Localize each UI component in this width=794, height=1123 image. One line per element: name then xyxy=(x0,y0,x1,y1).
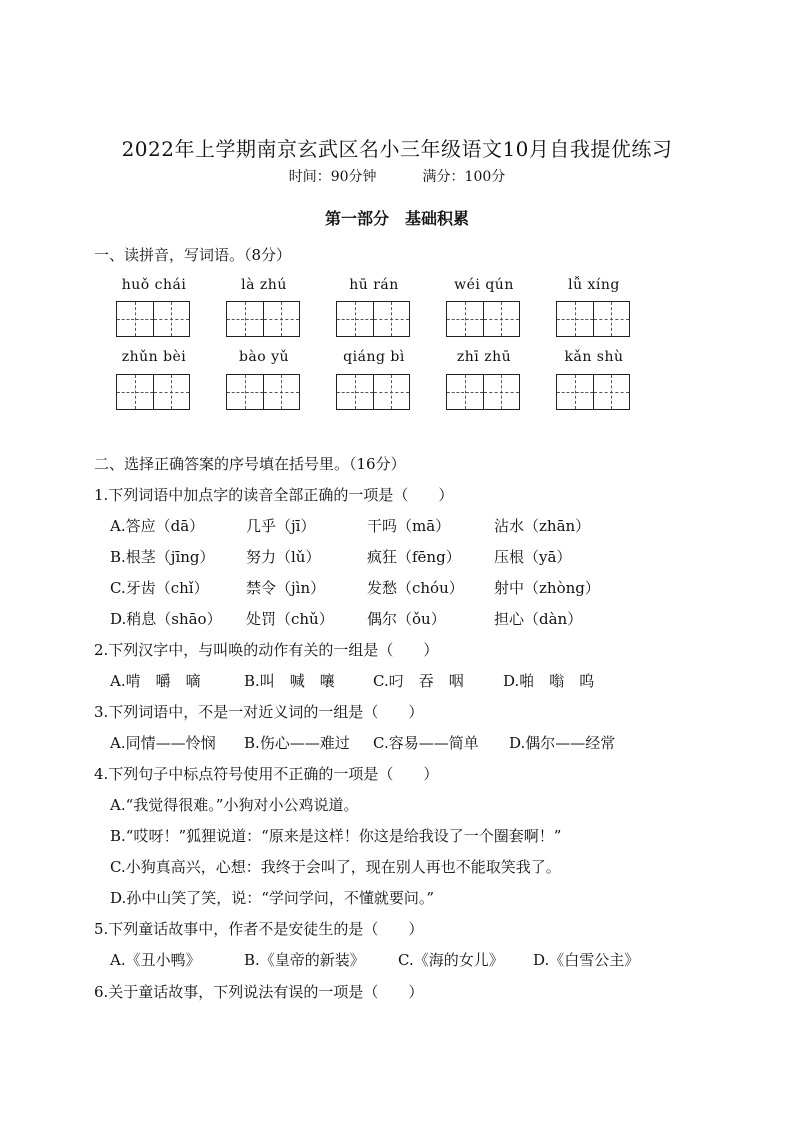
question-stem: 3.下列词语中，不是一对近义词的一组是（ ） xyxy=(94,703,424,721)
question-stem: 4.下列句子中标点符号使用不正确的一项是（ ） xyxy=(94,765,439,783)
option: 担心（dàn） xyxy=(494,610,583,628)
question-stem: 2.下列汉字中，与叫唤的动作有关的一组是（ ） xyxy=(94,641,439,659)
writing-grid[interactable] xyxy=(116,301,190,337)
question-stem: 1.下列词语中加点字的读音全部正确的一项是（ ） xyxy=(94,486,454,504)
question-stem: 6.关于童话故事，下列说法有误的一项是（ ） xyxy=(94,983,424,1001)
exam-time: 时间：90分钟 xyxy=(288,169,377,185)
option: 疯狂（fēng） xyxy=(367,548,461,566)
option: D.啪 嗡 呜 xyxy=(503,672,595,690)
option: C.小狗真高兴，心想：我终于会叫了，现在别人再也不能取笑我了。 xyxy=(110,858,561,876)
pinyin-label: huǒ chái xyxy=(121,277,187,293)
pinyin-label: wéi qún xyxy=(454,277,514,293)
option: 几乎（jī） xyxy=(246,517,316,535)
option: B.《皇帝的新装》 xyxy=(244,951,365,969)
option: 禁令（jìn） xyxy=(246,579,326,597)
option: A.《丑小鸭》 xyxy=(110,951,201,969)
section1-heading: 一、读拼音，写词语。（8分） xyxy=(94,246,292,264)
pinyin-label: qiáng bì xyxy=(343,349,405,365)
pinyin-label: kǎn shù xyxy=(564,349,624,365)
writing-grid[interactable] xyxy=(446,374,520,410)
option: B.“哎呀！”狐狸说道：“原来是这样！你这是给我设了一个圈套啊！” xyxy=(110,827,562,845)
pinyin-label: lǚ xíng xyxy=(568,277,620,293)
option: 干吗（mā） xyxy=(367,517,451,535)
pinyin-label: là zhú xyxy=(241,277,287,293)
option: B.叫 喊 嚷 xyxy=(244,672,335,690)
writing-grid[interactable] xyxy=(336,374,410,410)
option: 处罚（chǔ） xyxy=(246,610,334,628)
option: A.“我觉得很难。”小狗对小公鸡说道。 xyxy=(110,796,359,814)
writing-grid[interactable] xyxy=(556,374,630,410)
pinyin-label: zhǔn bèi xyxy=(121,349,187,365)
option: C.容易——简单 xyxy=(373,734,479,752)
section2-heading: 二、选择正确答案的序号填在括号里。（16分） xyxy=(94,455,406,473)
question-stem: 5.下列童话故事中，作者不是安徒生的是（ ） xyxy=(94,920,424,938)
option: 射中（zhòng） xyxy=(494,579,600,597)
writing-grid[interactable] xyxy=(556,301,630,337)
pinyin-label: bào yǔ xyxy=(238,349,290,365)
option: D.《白雪公主》 xyxy=(533,951,640,969)
option: C.叼 吞 咽 xyxy=(373,672,464,690)
option: A.同情——怜悯 xyxy=(110,734,216,752)
option: D.稍息（shāo） xyxy=(110,610,222,628)
option: 发愁（chóu） xyxy=(367,579,464,597)
writing-grid[interactable] xyxy=(446,301,520,337)
page-title: 2022年上学期南京玄武区名小三年级语文10月自我提优练习 xyxy=(121,137,673,161)
writing-grid[interactable] xyxy=(226,301,300,337)
writing-grid[interactable] xyxy=(116,374,190,410)
option: 沾水（zhān） xyxy=(494,517,591,535)
exam-info xyxy=(0,166,794,186)
writing-grid[interactable] xyxy=(226,374,300,410)
option: D.孙中山笑了笑，说：“学问学问，不懂就要问。” xyxy=(110,889,435,907)
option: 压根（yā） xyxy=(494,548,572,566)
part-title: 第一部分 基础积累 xyxy=(324,209,469,228)
option: B.伤心——难过 xyxy=(244,734,350,752)
option: 努力（lǔ） xyxy=(246,548,321,566)
option: B.根茎（jīng） xyxy=(110,548,215,566)
writing-grid[interactable] xyxy=(336,301,410,337)
option: A.答应（dā） xyxy=(110,517,205,535)
pinyin-label: zhī zhū xyxy=(456,349,512,365)
pinyin-label: hū rán xyxy=(349,277,399,293)
option: A.啃 嚼 嘀 xyxy=(110,672,201,690)
exam-score: 满分：100分 xyxy=(422,169,506,185)
option: 偶尔（ǒu） xyxy=(367,610,446,628)
option: C.牙齿（chǐ） xyxy=(110,579,209,597)
option: C.《海的女儿》 xyxy=(398,951,504,969)
option: D.偶尔——经常 xyxy=(509,734,616,752)
